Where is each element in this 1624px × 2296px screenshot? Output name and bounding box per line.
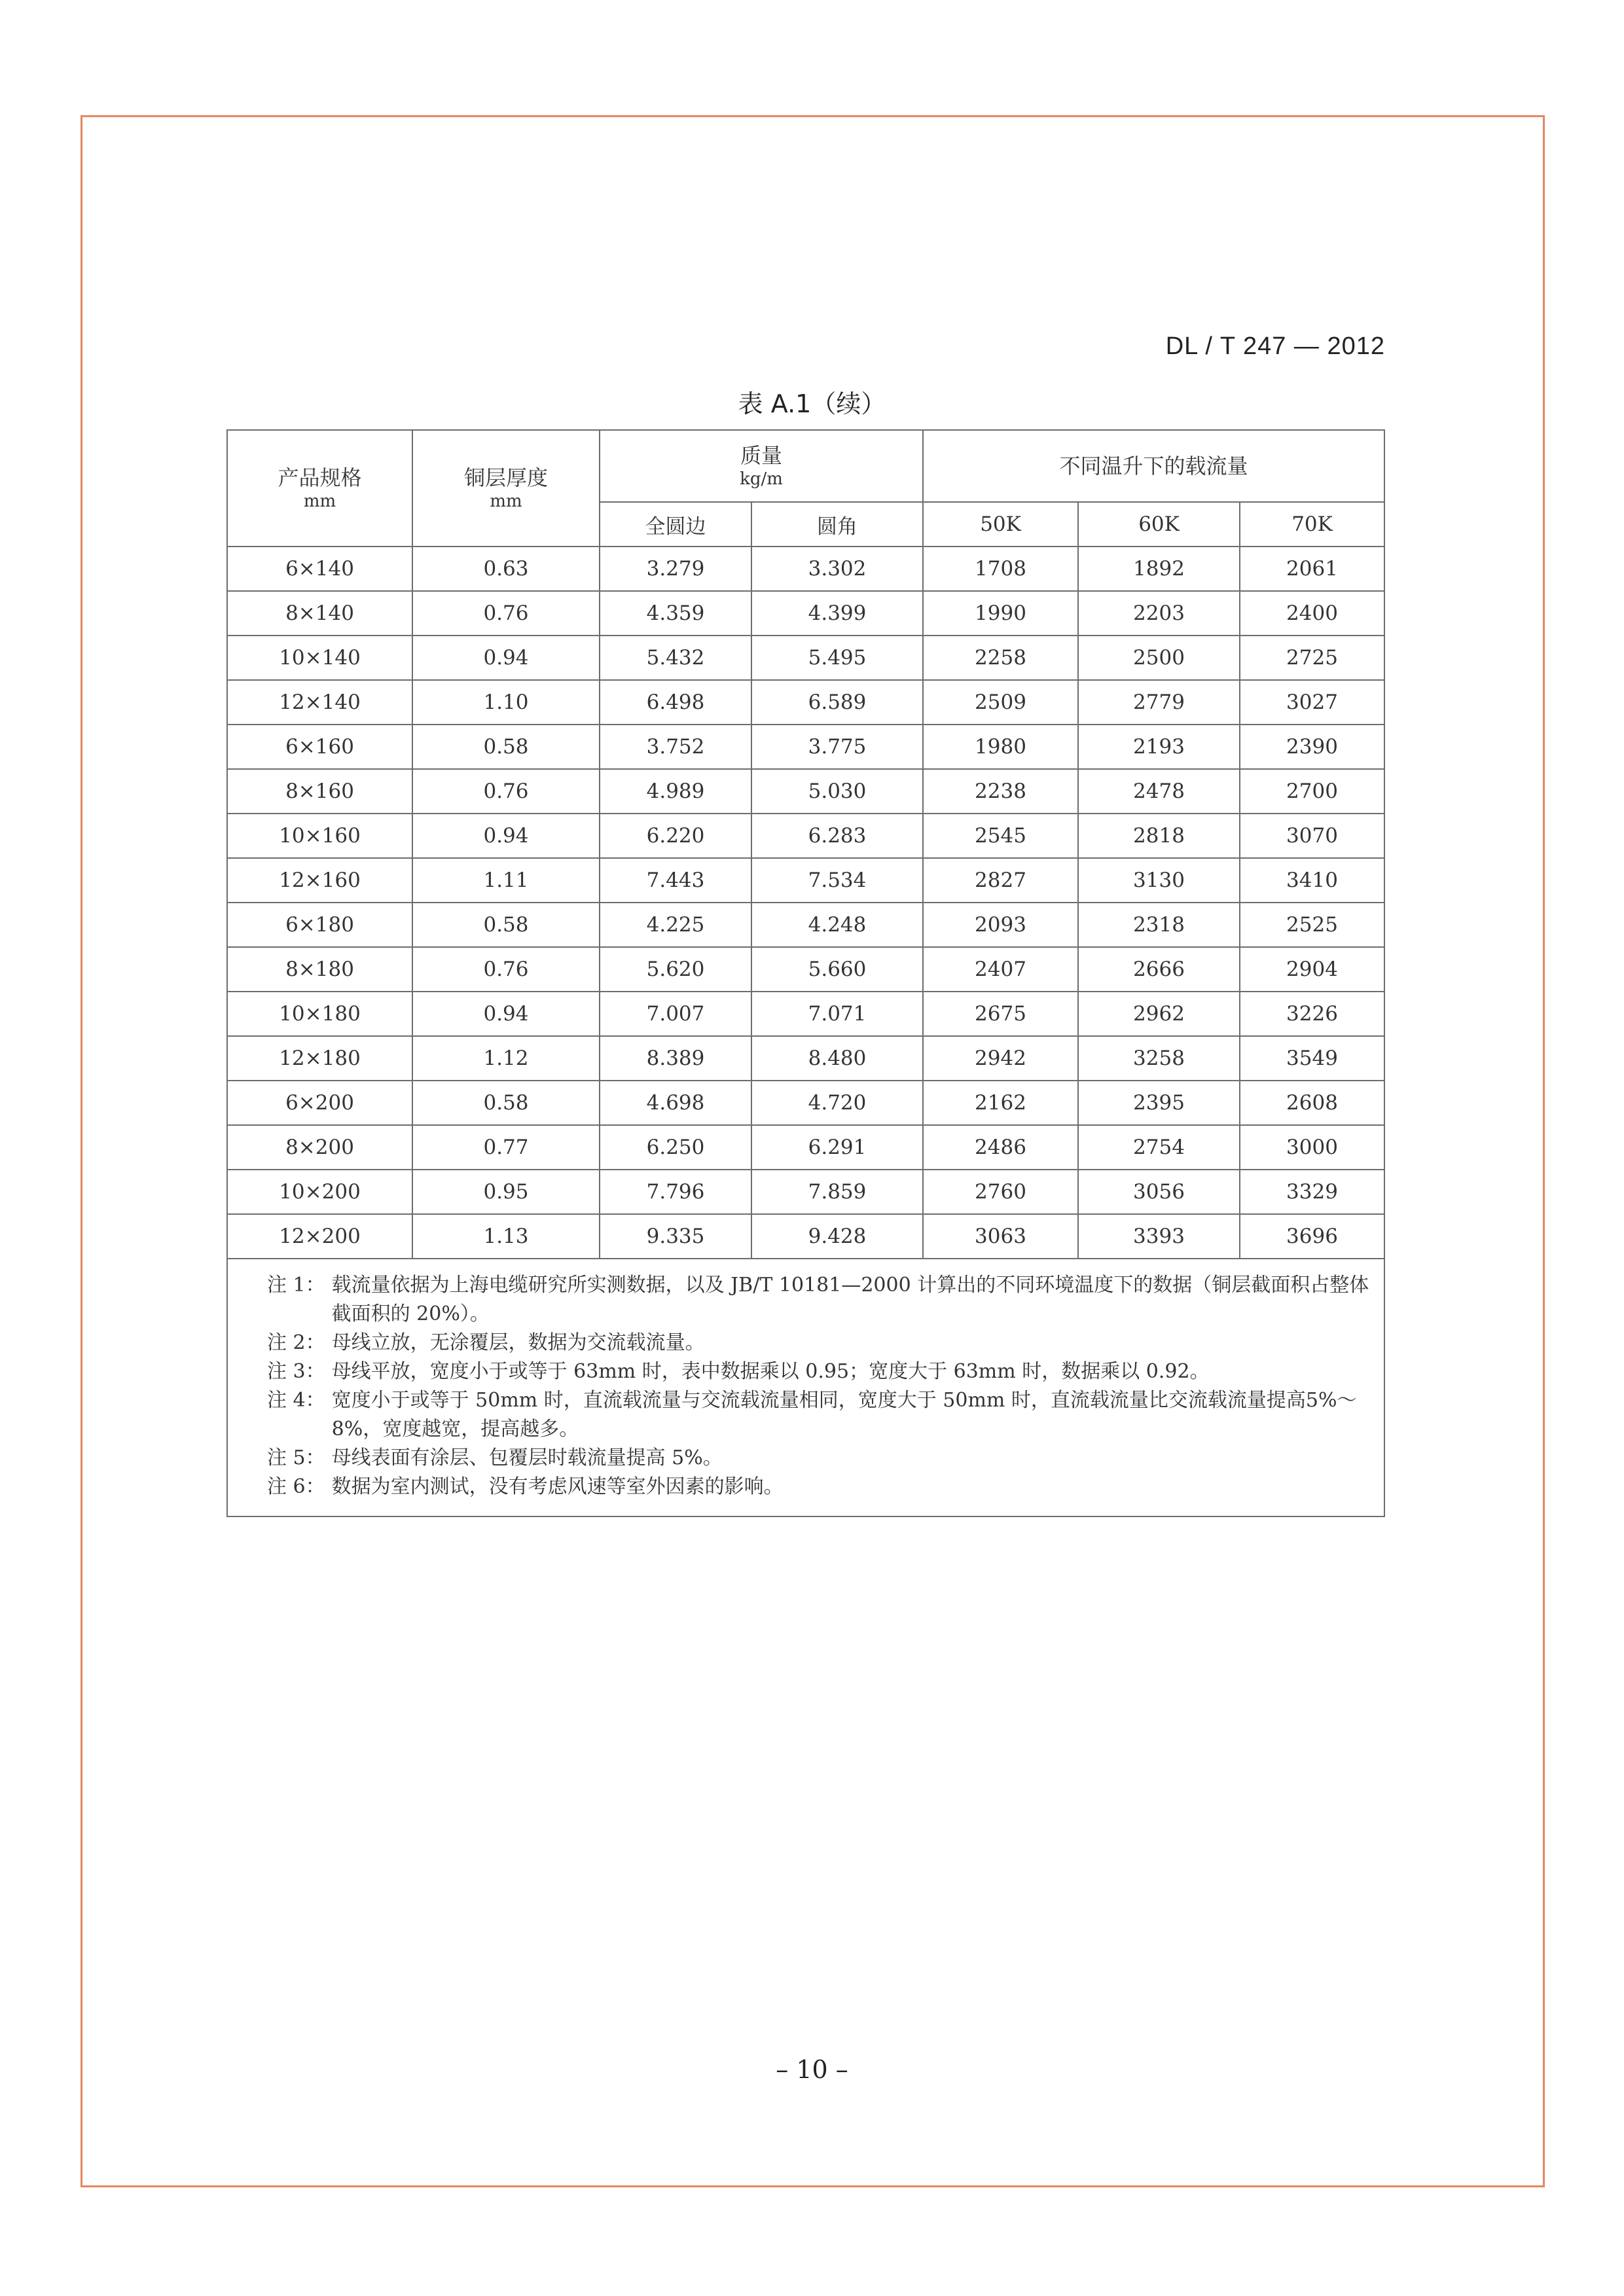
table-row [227, 814, 1384, 858]
table-cell: 3329 [1240, 1170, 1384, 1214]
table-cell: 0.76 [412, 591, 600, 636]
table-cell: 2061 [1240, 547, 1384, 591]
table-cell: 3.775 [751, 725, 923, 769]
table-cell: 2509 [923, 680, 1078, 725]
table-cell: 4.225 [600, 903, 751, 947]
table-cell: 5.432 [600, 636, 751, 680]
table-cell: 10×140 [227, 636, 412, 680]
header-current-60k: 60K [1078, 502, 1240, 547]
table-cell: 2779 [1078, 680, 1240, 725]
table-cell: 5.620 [600, 947, 751, 992]
table-cell: 10×180 [227, 992, 412, 1036]
table-row [227, 591, 1384, 636]
table-row [227, 992, 1384, 1036]
table-cell: 3258 [1078, 1036, 1240, 1081]
table-cell: 6.291 [751, 1125, 923, 1170]
table-cell: 2725 [1240, 636, 1384, 680]
table-cell: 3063 [923, 1214, 1078, 1259]
table-row [227, 1125, 1384, 1170]
table-cell: 3027 [1240, 680, 1384, 725]
table-cell: 0.94 [412, 992, 600, 1036]
table-cell: 0.94 [412, 636, 600, 680]
table-cell: 2193 [1078, 725, 1240, 769]
table-cell: 8×180 [227, 947, 412, 992]
note-label: 注 5： [267, 1446, 325, 1469]
table-cell: 8.389 [600, 1036, 751, 1081]
table-cell: 12×160 [227, 858, 412, 903]
table-cell: 2400 [1240, 591, 1384, 636]
table-cell: 2486 [923, 1125, 1078, 1170]
table-cell: 1990 [923, 591, 1078, 636]
table-cell: 7.534 [751, 858, 923, 903]
table-cell: 2390 [1240, 725, 1384, 769]
table-row [227, 636, 1384, 680]
table-row [227, 680, 1384, 725]
table-cell: 1.12 [412, 1036, 600, 1081]
note-text: 母线立放，无涂覆层，数据为交流载流量。 [331, 1331, 705, 1354]
table-cell: 2093 [923, 903, 1078, 947]
table-row [227, 1170, 1384, 1214]
table-cell: 8×200 [227, 1125, 412, 1170]
table-cell: 2478 [1078, 769, 1240, 814]
table-cell: 8.480 [751, 1036, 923, 1081]
table-cell: 2500 [1078, 636, 1240, 680]
note-6 [267, 1473, 1376, 1501]
table-cell: 7.796 [600, 1170, 751, 1214]
table-cell: 2258 [923, 636, 1078, 680]
table-cell: 6.283 [751, 814, 923, 858]
table-row [227, 1036, 1384, 1081]
data-table [226, 429, 1385, 1517]
table-cell: 2545 [923, 814, 1078, 858]
page-number: – 10 – [776, 2055, 848, 2084]
table-cell: 2754 [1078, 1125, 1240, 1170]
table-cell: 2675 [923, 992, 1078, 1036]
table-row [227, 1214, 1384, 1259]
table-cell: 0.77 [412, 1125, 600, 1170]
header-spec-unit: mm [303, 492, 336, 511]
table-cell: 3056 [1078, 1170, 1240, 1214]
table-cell: 12×200 [227, 1214, 412, 1259]
table-cell: 5.660 [751, 947, 923, 992]
header-current-70k: 70K [1240, 502, 1384, 547]
table-cell: 6.589 [751, 680, 923, 725]
table-cell: 1980 [923, 725, 1078, 769]
table-cell: 6×140 [227, 547, 412, 591]
note-1 [267, 1271, 1376, 1329]
table-cell: 0.63 [412, 547, 600, 591]
table-cell: 1708 [923, 547, 1078, 591]
table-cell: 3410 [1240, 858, 1384, 903]
table-cell: 6.498 [600, 680, 751, 725]
table-cell: 2203 [1078, 591, 1240, 636]
table-cell: 3.279 [600, 547, 751, 591]
note-text: 数据为室内测试，没有考虑风速等室外因素的影响。 [331, 1475, 784, 1498]
table-cell: 2760 [923, 1170, 1078, 1214]
header-thickness-unit: mm [490, 492, 522, 511]
table-cell: 5.030 [751, 769, 923, 814]
table-cell: 2525 [1240, 903, 1384, 947]
table-cell: 7.859 [751, 1170, 923, 1214]
table-cell: 1.13 [412, 1214, 600, 1259]
table-cell: 12×180 [227, 1036, 412, 1081]
note-text: 母线平放，宽度小于或等于 63mm 时，表中数据乘以 0.95；宽度大于 63mm 时，数据乘以 0.92。 [331, 1360, 1210, 1383]
table-cell: 7.443 [600, 858, 751, 903]
table-cell: 1.10 [412, 680, 600, 725]
table-cell: 8×160 [227, 769, 412, 814]
table-cell: 4.359 [600, 591, 751, 636]
table-cell: 2608 [1240, 1081, 1384, 1125]
note-2 [267, 1329, 1376, 1357]
note-label: 注 2： [267, 1331, 325, 1354]
header-mass-label: 质量 [740, 443, 782, 468]
header-spec [227, 430, 412, 547]
table-row [227, 769, 1384, 814]
table-cell: 3393 [1078, 1214, 1240, 1259]
table-cell: 0.58 [412, 903, 600, 947]
table-cell: 2818 [1078, 814, 1240, 858]
table-cell: 0.76 [412, 769, 600, 814]
note-text: 母线表面有涂层、包覆层时载流量提高 5%。 [331, 1446, 723, 1469]
table-cell: 4.720 [751, 1081, 923, 1125]
note-label: 注 3： [267, 1360, 325, 1383]
table-cell: 2318 [1078, 903, 1240, 947]
table-cell: 0.58 [412, 1081, 600, 1125]
table-cell: 3226 [1240, 992, 1384, 1036]
table-cell: 4.698 [600, 1081, 751, 1125]
table-cell: 10×200 [227, 1170, 412, 1214]
table-cell: 9.428 [751, 1214, 923, 1259]
table-cell: 6×180 [227, 903, 412, 947]
table-cell: 2962 [1078, 992, 1240, 1036]
table-cell: 2904 [1240, 947, 1384, 992]
table-cell: 10×160 [227, 814, 412, 858]
table-cell: 4.248 [751, 903, 923, 947]
table-cell: 7.007 [600, 992, 751, 1036]
table-cell: 0.94 [412, 814, 600, 858]
header-thickness [412, 430, 600, 547]
table-cell: 5.495 [751, 636, 923, 680]
table-cell: 3000 [1240, 1125, 1384, 1170]
table-cell: 2238 [923, 769, 1078, 814]
table-cell: 2162 [923, 1081, 1078, 1125]
document-code: DL / T 247 — 2012 [1165, 332, 1385, 360]
table-cell: 3.302 [751, 547, 923, 591]
table-cell: 2700 [1240, 769, 1384, 814]
table-cell: 4.399 [751, 591, 923, 636]
header-mass-rounded-corner: 圆角 [751, 502, 923, 547]
table-cell: 7.071 [751, 992, 923, 1036]
table-cell: 2942 [923, 1036, 1078, 1081]
table-cell: 9.335 [600, 1214, 751, 1259]
table-row [227, 725, 1384, 769]
table-cell: 6.220 [600, 814, 751, 858]
note-text: 载流量依据为上海电缆研究所实测数据，以及 JB/T 10181—2000 计算出的不同环境温度下的数据（铜层截面积占整体截面积的 20%）。 [331, 1274, 1369, 1325]
table-cell: 3696 [1240, 1214, 1384, 1259]
table-cell: 6.250 [600, 1125, 751, 1170]
table-cell: 0.58 [412, 725, 600, 769]
header-current-50k: 50K [923, 502, 1078, 547]
header-mass-full-round: 全圆边 [600, 502, 751, 547]
table-cell: 3130 [1078, 858, 1240, 903]
note-label: 注 1： [267, 1274, 325, 1297]
table-cell: 8×140 [227, 591, 412, 636]
table-row [227, 1081, 1384, 1125]
table-row [227, 903, 1384, 947]
table-cell: 0.95 [412, 1170, 600, 1214]
table-cell: 1.11 [412, 858, 600, 903]
table-cell: 2666 [1078, 947, 1240, 992]
table-row [227, 947, 1384, 992]
note-label: 注 6： [267, 1475, 325, 1498]
note-text: 宽度小于或等于 50mm 时，直流载流量与交流载流量相同，宽度大于 50mm 时，直流载流量比交流载流量提高5%～8%，宽度越宽，提高越多。 [331, 1389, 1357, 1441]
table-title: 表 A.1（续） [738, 389, 886, 418]
table-cell: 2395 [1078, 1081, 1240, 1125]
table-cell: 2827 [923, 858, 1078, 903]
note-5 [267, 1444, 1376, 1473]
header-mass [600, 430, 923, 502]
table-cell: 6×160 [227, 725, 412, 769]
header-mass-unit: kg/m [740, 469, 783, 489]
table-row [227, 547, 1384, 591]
table-cell: 3.752 [600, 725, 751, 769]
header-spec-label: 产品规格 [278, 465, 362, 490]
table-cell: 3070 [1240, 814, 1384, 858]
note-label: 注 4： [267, 1389, 325, 1412]
table-cell: 3549 [1240, 1036, 1384, 1081]
header-current [923, 430, 1384, 502]
note-3 [267, 1357, 1376, 1386]
table-notes [227, 1259, 1384, 1516]
note-4 [267, 1386, 1376, 1444]
table-cell: 0.76 [412, 947, 600, 992]
table-cell: 12×140 [227, 680, 412, 725]
table-cell: 6×200 [227, 1081, 412, 1125]
header-current-label: 不同温升下的载流量 [1059, 454, 1248, 478]
table-cell: 4.989 [600, 769, 751, 814]
table-cell: 1892 [1078, 547, 1240, 591]
table-cell: 2407 [923, 947, 1078, 992]
header-thickness-label: 铜层厚度 [463, 465, 548, 490]
table-row [227, 858, 1384, 903]
